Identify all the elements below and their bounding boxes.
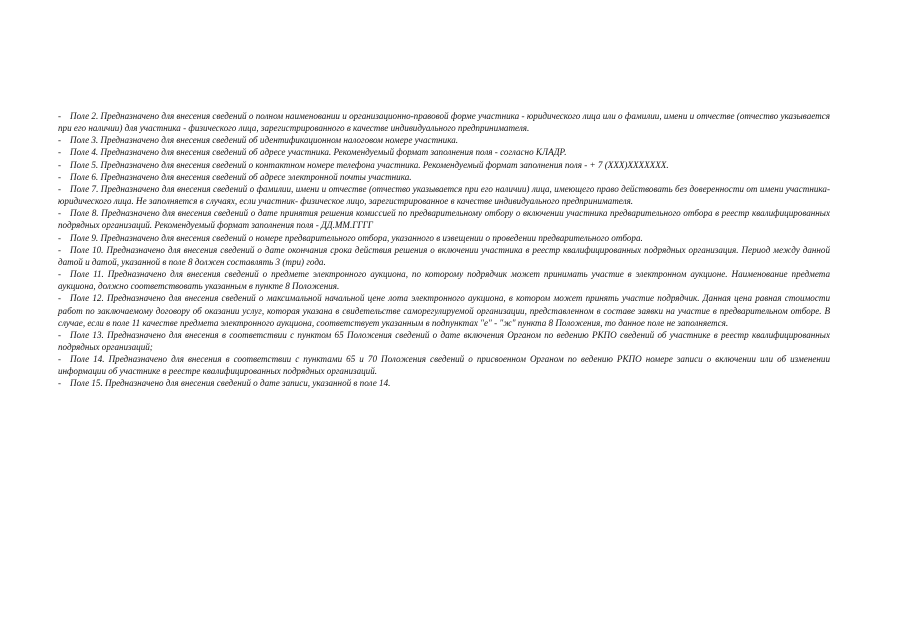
paragraph-field-14: - Поле 14. Предназначено для внесения в соответствии с пунктами 65 и 70 Положения сведений о присвоенном Органом по ведению РКПО номере записи о включении или об изменении информации об участнике в реестре квалифицированных подрядных организаций.	[58, 354, 830, 377]
paragraph-field-15: - Поле 15. Предназначено для внесения сведений о дате записи, указанной в поле 14.	[58, 378, 391, 389]
paragraph-text: Поле 7. Предназначено для внесения сведений о фамилии, имени и отчестве (отчество указывается при его наличии) лица, имеющего право действовать без доверенности от имени участника- юридического лица. Не заполняется в случаях, если участник- физическое лицо, зарегистрированное в качестве индивидуального предпринимателя.	[58, 183, 830, 207]
paragraph-field-10: - Поле 10. Предназначено для внесения сведений о дате окончания срока действия решения о включении участника в реестр квалифицированных подрядных организация. Период между данной датой и датой, указанной в поле 8 должен составлять 3 (три) года.	[58, 244, 830, 267]
paragraph-field-9: - Поле 9. Предназначено для внесения сведений о номере предварительного отбора, указанного в извещении о проведении предварительного отбора.	[58, 232, 643, 243]
paragraph-text: Поле 5. Предназначено для внесения сведений о контактном номере телефона участника. Рекомендуемый формат заполнения поля - + 7 (XXX)XXXXXXX.	[70, 159, 669, 170]
paragraph-field-8: - Поле 8. Предназначено для внесения сведений о дате принятия решения комиссией по предварительному отбору о включении участника предварительного отбора в реестр квалифицированных подрядных организаций. Рекомендуемый формат заполнения поля - ДД.ММ.ГГГГ	[58, 208, 830, 231]
paragraph-text: Поле 10. Предназначено для внесения сведений о дате окончания срока действия решения о включении участника в реестр квалифицированных подрядных организация. Период между данной датой и датой, указанной в поле 8 должен составлять 3 (три) года.	[58, 244, 830, 267]
paragraph-text: Поле 14. Предназначено для внесения в соответствии с пунктами 65 и 70 Положения сведений о присвоенном Органом по ведению РКПО номере записи о включении или об изменении информации об участнике в реестре квалифицированных подрядных организаций.	[58, 354, 830, 377]
paragraph-field-11: - Поле 11. Предназначено для внесения сведений о предмете электронного аукциона, по которому подрядчик может принимать участие в электронном аукционе. Наименование предмета аукциона, должно соответствовать указанным в пункте 8 Положения.	[58, 269, 830, 292]
paragraph-field-12: - Поле 12. Предназначено для внесения сведений о максимальной начальной цене лота электронного аукциона, в котором может принять участие подрядчик. Данная цена равная стоимости работ по заключаемому договору об оказании услуг, которая указана в свидетельстве саморегулируемой организации, представленном в составе заявки на участие в предварительном отборе. В случае, если в поле 11 качестве предмета электронного аукциона, соответствует указанным в подпунктах "е" - "ж" пункта 8 Положения, то данное поле не заполняется.	[58, 293, 830, 328]
document-body	[58, 110, 830, 390]
paragraph-text: Поле 4. Предназначено для внесения сведений об адресе участника. Рекомендуемый формат заполнения поля - согласно КЛАДР.	[70, 147, 567, 158]
paragraph-text: Поле 6. Предназначено для внесения сведений об адресе электронной почты участника.	[70, 171, 412, 182]
paragraph-field-6: - Поле 6. Предназначено для внесения сведений об адресе электронной почты участника.	[58, 171, 412, 182]
paragraph-field-4: - Поле 4. Предназначено для внесения сведений об адресе участника. Рекомендуемый формат заполнения поля - согласно КЛАДР.	[58, 147, 567, 158]
paragraph-text: Поле 8. Предназначено для внесения сведений о дате принятия решения комиссией по предварительному отбору о включении участника предварительного отбора в реестр квалифицированных подрядных организаций. Рекомендуемый формат заполнения поля - ДД.ММ.ГГГГ	[58, 208, 830, 231]
paragraph-field-5: - Поле 5. Предназначено для внесения сведений о контактном номере телефона участника. Рекомендуемый формат заполнения поля - + 7 (XXX)XXXXXXX.	[58, 159, 669, 170]
paragraph-text: Поле 3. Предназначено для внесения сведений об идентификационном налоговом номере участника.	[70, 135, 459, 146]
paragraph-text: Поле 2. Предназначено для внесения сведений о полном наименовании и организационно-правовой форме участника - юридического лица или о фамилии, имени и отчестве (отчество указывается при его наличии) для участника - физического лица, зарегистрированного в качестве индивидуального предпринимателя.	[58, 111, 830, 134]
paragraph-field-3: - Поле 3. Предназначено для внесения сведений об идентификационном налоговом номере участника.	[58, 135, 459, 146]
paragraph-field-2: - Поле 2. Предназначено для внесения сведений о полном наименовании и организационно-правовой форме участника - юридического лица или о фамилии, имени и отчестве (отчество указывается при его наличии) для участника - физического лица, зарегистрированного в качестве индивидуального предпринимателя.	[58, 111, 830, 134]
paragraph-field-13: - Поле 13. Предназначено для внесения в соответствии с пунктом 65 Положения сведений о дате включения Органом по ведению РКПО сведений об участнике в реестр квалифицированных подрядных организаций;	[58, 329, 830, 352]
paragraph-text: Поле 15. Предназначено для внесения сведений о дате записи, указанной в поле 14.	[70, 378, 391, 389]
paragraph-text: Поле 12. Предназначено для внесения сведений о максимальной начальной цене лота электронного аукциона, в котором может принять участие подрядчик. Данная цена равная стоимости работ по заключаемому договору об оказании услуг, которая указана в свидетельстве саморегулируемой организации, представленном в составе заявки на участие в предварительном отборе. В случае, если в поле 11 качестве предмета электронного аукциона, соответствует указанным в подпунктах "е" - "ж" пункта 8 Положения, то данное поле не заполняется.	[58, 293, 830, 328]
paragraph-text: Поле 11. Предназначено для внесения сведений о предмете электронного аукциона, по которому подрядчик может принимать участие в электронном аукционе. Наименование предмета аукциона, должно соответствовать указанным в пункте 8 Положения.	[58, 269, 830, 292]
paragraph-text: Поле 9. Предназначено для внесения сведений о номере предварительного отбора, указанного в извещении о проведении предварительного отбора.	[70, 232, 643, 243]
paragraph-field-7: - Поле 7. Предназначено для внесения сведений о фамилии, имени и отчестве (отчество указывается при его наличии) лица, имеющего право действовать без доверенности от имени участника- юридического лица. Не заполняется в случаях, если участник- физическое лицо, зарегистрированное в качестве индивидуального предпринимателя.	[58, 183, 830, 207]
paragraph-text: Поле 13. Предназначено для внесения в соответствии с пунктом 65 Положения сведений о дате включения Органом по ведению РКПО сведений об участнике в реестр квалифицированных подрядных организаций;	[58, 329, 830, 352]
